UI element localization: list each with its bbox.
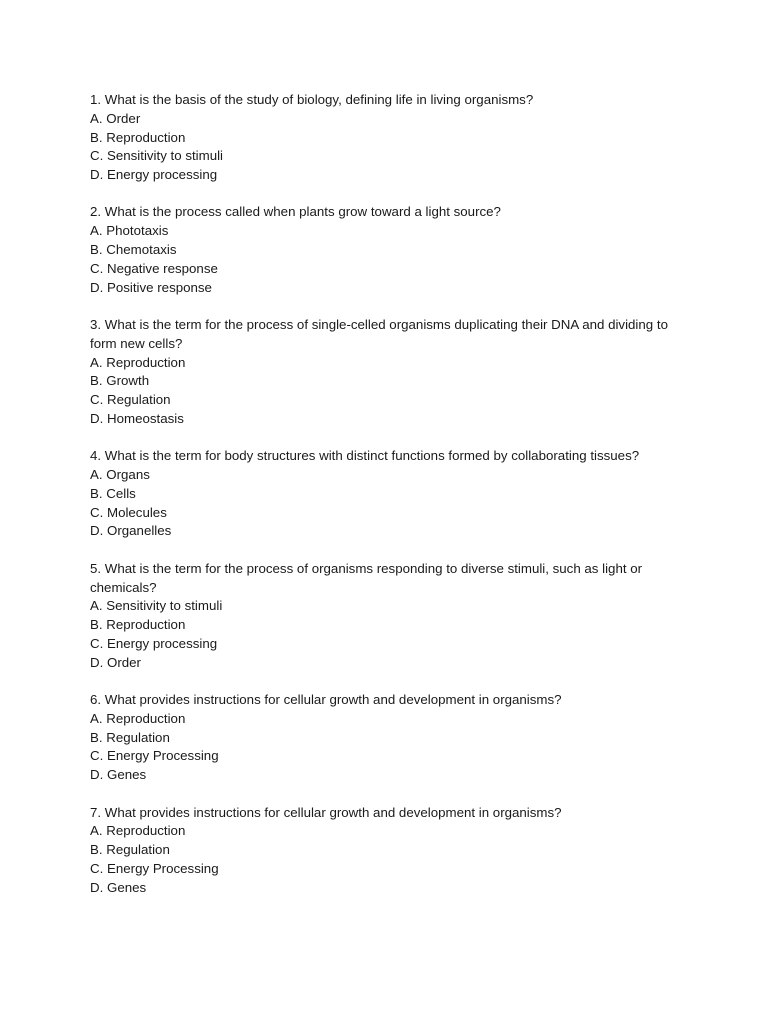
answer-option-b: B. Reproduction — [90, 617, 186, 633]
answer-option-d: D. Genes — [90, 879, 147, 895]
quiz-document — [90, 91, 690, 916]
answer-option-c: C. Molecules — [90, 504, 167, 520]
answer-option-a: A. Order — [90, 110, 141, 126]
answer-option-b: B. Cells — [90, 485, 136, 501]
answer-option-c: C. Negative response — [90, 260, 218, 276]
question-4 — [90, 447, 690, 541]
answer-option-d: D. Organelles — [90, 523, 172, 539]
answer-option-b: B. Growth — [90, 373, 150, 389]
answer-option-d: D. Genes — [90, 767, 147, 783]
question-1 — [90, 91, 690, 185]
question-text: 4. What is the term for body structures with distinct functions formed by collaborating tissues? — [90, 448, 640, 464]
answer-option-d: D. Energy processing — [90, 167, 218, 183]
answer-option-a: A. Sensitivity to stimuli — [90, 598, 223, 614]
answer-option-a: A. Reproduction — [90, 710, 186, 726]
question-text: 1. What is the basis of the study of biology, defining life in living organisms? — [90, 92, 534, 107]
answer-option-c: C. Sensitivity to stimuli — [90, 148, 224, 164]
answer-option-b: B. Reproduction — [90, 129, 186, 145]
question-text: 5. What is the term for the process of organisms responding to diverse stimuli, such as light or chemicals? — [90, 560, 643, 595]
answer-option-b: B. Chemotaxis — [90, 242, 177, 258]
answer-option-d: D. Homeostasis — [90, 410, 184, 426]
answer-option-a: A. Reproduction — [90, 354, 186, 370]
question-6 — [90, 691, 690, 785]
answer-option-d: D. Positive response — [90, 279, 212, 295]
answer-option-a: A. Organs — [90, 467, 150, 483]
answer-option-d: D. Order — [90, 654, 141, 670]
question-3 — [90, 316, 690, 429]
question-text: 6. What provides instructions for cellular growth and development in organisms? — [90, 692, 562, 708]
answer-option-c: C. Energy processing — [90, 635, 218, 651]
question-5 — [90, 560, 690, 673]
answer-option-a: A. Reproduction — [90, 823, 186, 839]
answer-option-b: B. Regulation — [90, 729, 170, 745]
question-text: 2. What is the process called when plants grow toward a light source? — [90, 204, 501, 220]
question-7 — [90, 804, 690, 898]
question-2 — [90, 203, 690, 297]
answer-option-c: C. Regulation — [90, 392, 171, 408]
answer-option-c: C. Energy Processing — [90, 860, 219, 876]
question-text: 3. What is the term for the process of single-celled organisms duplicating their DNA and dividing to form new cells? — [90, 316, 668, 351]
question-text: 7. What provides instructions for cellular growth and development in organisms? — [90, 804, 562, 820]
answer-option-a: A. Phototaxis — [90, 223, 169, 239]
answer-option-c: C. Energy Processing — [90, 748, 219, 764]
answer-option-b: B. Regulation — [90, 842, 170, 858]
